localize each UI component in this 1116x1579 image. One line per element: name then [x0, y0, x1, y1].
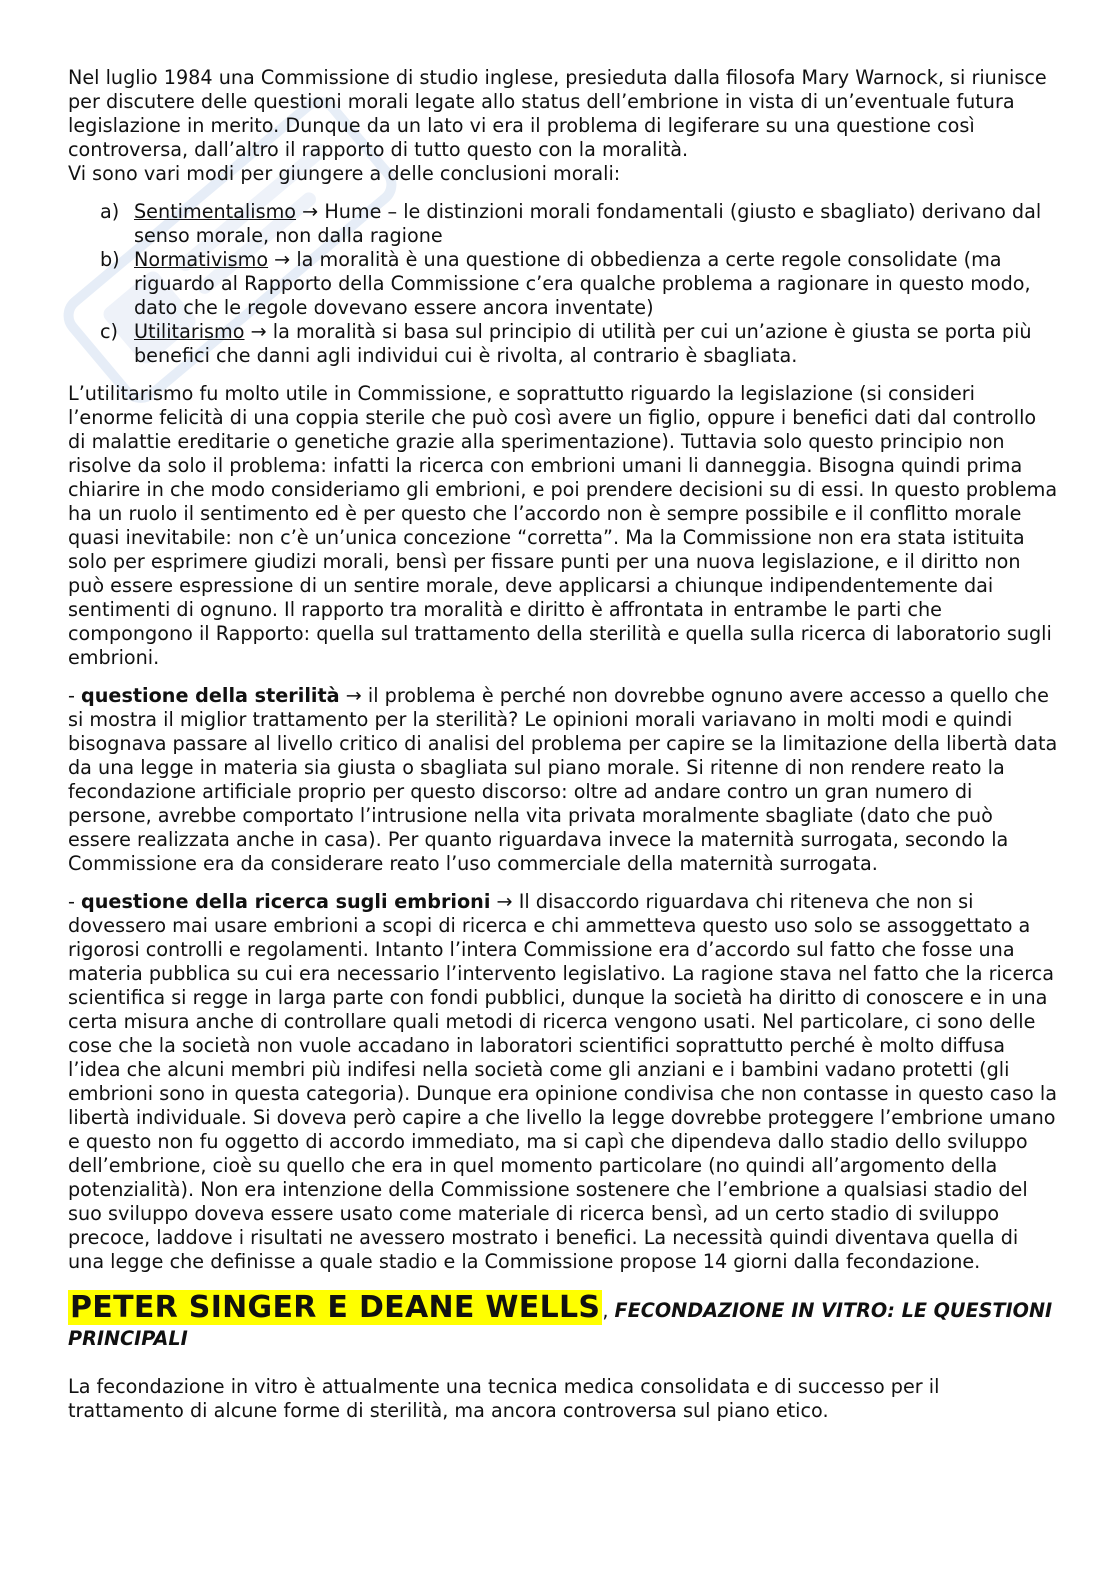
- ricerca-section: [68, 890, 1058, 1274]
- document-page: [68, 66, 1058, 1423]
- section-heading: [68, 1290, 1058, 1353]
- list-text: la moralità si basa sul principio di utilità per cui un’azione è giusta se porta più benefici che danni agli individui cui è rivolta, al contrario è sbagliata.: [134, 320, 1032, 367]
- arrow-icon: →: [345, 684, 362, 707]
- list-term: Sentimentalismo: [134, 200, 297, 223]
- arrow-icon: →: [496, 890, 513, 913]
- closing-paragraph: La fecondazione in vitro è attualmente una tecnica medica consolidata e di successo per il trattamento di alcune forme di sterilità, ma ancora controversa sul piano etico.: [68, 1375, 940, 1422]
- list-item: [68, 320, 1058, 368]
- dash: -: [68, 684, 82, 707]
- list-marker: a): [100, 200, 120, 223]
- list-term: Utilitarismo: [134, 320, 245, 343]
- arrow-icon: →: [250, 320, 267, 343]
- dash: -: [68, 890, 82, 913]
- heading-highlight: PETER SINGER E DEANE WELLS: [70, 1290, 601, 1325]
- list-term: Normativismo: [134, 248, 269, 271]
- utilitarismo-paragraph: L’utilitarismo fu molto utile in Commissione, e soprattutto riguardo la legislazione (si consideri l’enorme felicità di una coppia sterile che può così avere un figlio, oppure i benefici dati dal controllo di malattie ereditarie o genetiche grazie alla sperimentazione). Tuttavia solo questo principio non risolve da solo il problema: infatti la ricerca con embrioni umani li danneggia. Bisogna quindi prima chiarire in che modo consideriamo gli embrioni, e poi prendere decisioni su di essi. In questo problema ha un ruolo il sentimento ed è per questo che l’accordo non è sempre possibile e il conflitto morale quasi inevitabile: non c’è un’unica concezione “corretta”. Ma la Commissione non era stata istituita solo per esprimere giudizi morali, bensì per fissare punti per una nuova legislazione, e il diritto non può essere espressione di un sentire morale, deve applicarsi a chiunque indipendentemente dai sentimenti di ognuno. Il rapporto tra moralità e diritto è affrontata in entrambe le parti che compongono il Rapporto: quella sul trattamento della sterilità e quella sulla ricerca di laboratorio sugli embrioni.: [68, 382, 1058, 669]
- heading-subtitle: FECONDAZIONE IN VITRO: LE QUESTIONI PRINCIPALI: [68, 1299, 1053, 1350]
- list-marker: b): [100, 248, 120, 271]
- arrow-icon: →: [302, 200, 319, 223]
- list-text: Hume – le distinzioni morali fondamentali (giusto e sbagliato) derivano dal senso morale, non dalla ragione: [134, 200, 1042, 247]
- list-marker: c): [100, 320, 119, 343]
- list-item: [68, 248, 1058, 320]
- heading-comma: ,: [602, 1299, 615, 1322]
- moral-approaches-list: [68, 200, 1058, 368]
- section-title: questione della ricerca sugli embrioni: [81, 890, 491, 913]
- section-text: Il disaccordo riguardava chi riteneva che non si dovessero mai usare embrioni a scopi di ricerca e chi ammetteva questo uso solo se assoggettato a rigorosi controlli e regolamenti. Intanto l’intera Commissione era d’accordo sul fatto che fosse una materia pubblica su cui era necessario l’intervento legislativo. La ragione stava nel fatto che la ricerca scientifica si regge in larga parte con fondi pubblici, dunque la società ha diritto di conoscere e in una certa misura anche di controllare quali metodi di ricerca vengono usati. Nel particolare, ci sono delle cose che la società non vuole accadano in laboratori scientifici soprattutto perché è molto diffusa l’idea che alcuni membri più indifesi nella società come gli anziani e i bambini vadano protetti (gli embrioni sono in questa categoria). Dunque era opinione condivisa che non contasse in questo caso la libertà individuale. Si doveva però capire a che livello la legge dovrebbe proteggere l’embrione umano e questo non fu oggetto di accordo immediato, ma si capì che dipendeva dallo stadio dello sviluppo dell’embrione, cioè su quello che era in quel momento particolare (no quindi all’argomento della potenzialità). Non era intenzione della Commissione sostenere che l’embrione a qualsiasi stadio del suo sviluppo doveva essere usato come materiale di ricerca bensì, ad un certo stadio di sviluppo precoce, laddove i risultati ne avessero mostrato i benefici. La necessità quindi diventava quella di una legge che definisse a quale stadio e la Commissione propose 14 giorni dalla fecondazione.: [68, 890, 1057, 1273]
- list-text: la moralità è una questione di obbedienza a certe regole consolidate (ma riguardo al Rapporto della Commissione c’era qualche problema a ragionare in questo modo, dato che le regole dovevano essere ancora inventate): [134, 248, 1031, 319]
- intro-paragraph: Nel luglio 1984 una Commissione di studio inglese, presieduta dalla filosofa Mary Warnock, si riunisce per discutere delle questioni morali legate allo status dell’embrione in vista di un’eventuale futura legislazione in merito. Dunque da un lato vi era il problema di legiferare su una questione così controversa, dall’altro il rapporto di tutto questo con la moralità.: [68, 66, 1047, 161]
- section-title: questione della sterilità: [81, 684, 340, 707]
- section-text: il problema è perché non dovrebbe ognuno avere accesso a quello che si mostra il miglior trattamento per la sterilità? Le opinioni morali variavano in molti modi e quindi bisognava passare al livello critico di analisi del problema per capire se la limitazione della libertà data da una legge in materia sia giusta o sbagliata sul piano morale. Si ritenne di non rendere reato la fecondazione artificiale proprio per questo discorso: oltre ad andare contro un gran numero di persone, avrebbe comportato l’intrusione nella vita privata moralmente sbagliate (dato che può essere realizzata anche in casa). Per quanto riguardava invece la maternità surrogata, secondo la Commissione era da considerare reato l’uso commerciale della maternità surrogata.: [68, 684, 1058, 875]
- arrow-icon: →: [274, 248, 291, 271]
- intro-paragraph-2: Vi sono vari modi per giungere a delle conclusioni morali:: [68, 162, 621, 185]
- list-item: [68, 200, 1058, 248]
- sterilita-section: [68, 684, 1058, 876]
